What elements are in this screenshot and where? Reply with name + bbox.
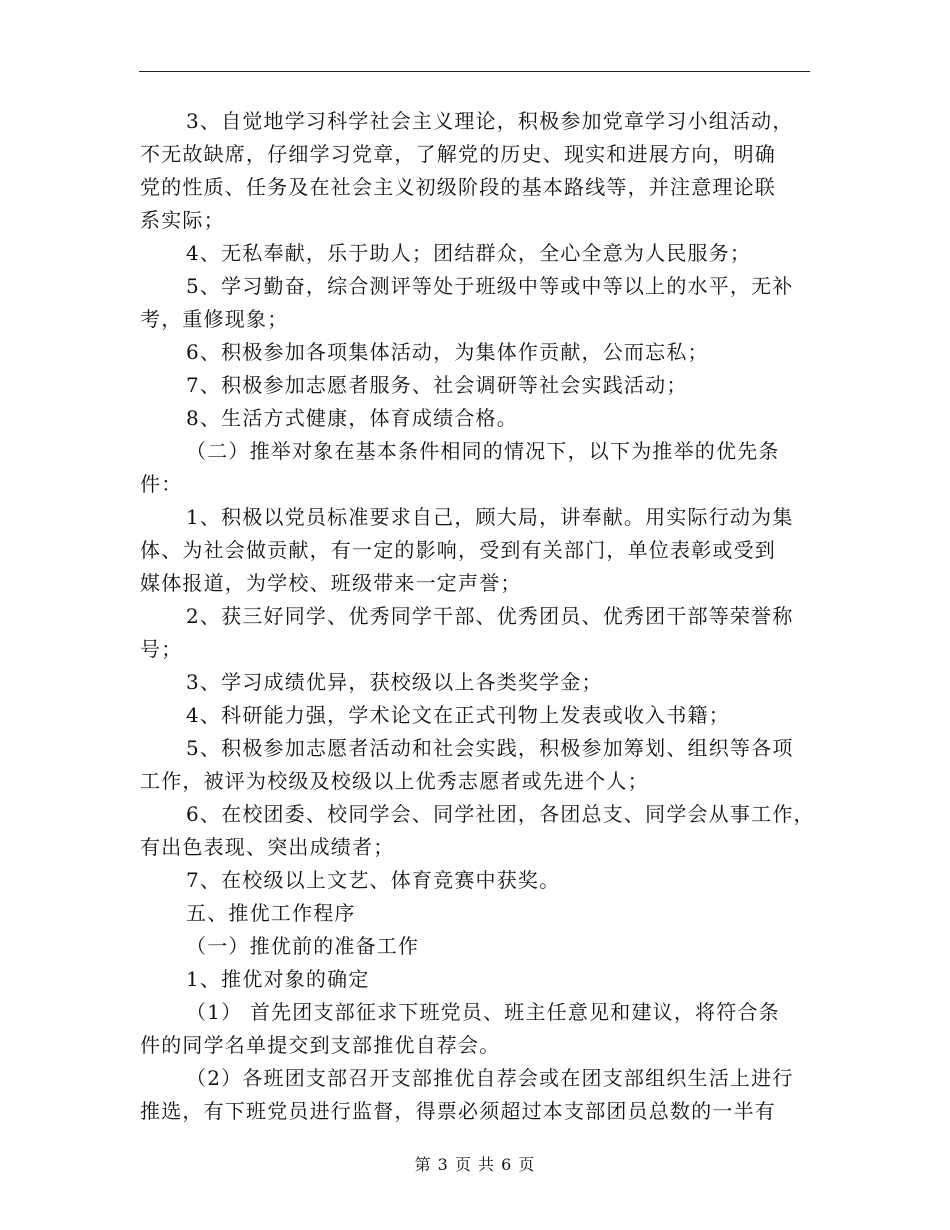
text-line: 体、为社会做贡献，有一定的影响，受到有关部门，单位表彰或受到	[140, 538, 776, 562]
document-body	[140, 105, 820, 1128]
text-line: （二）推举对象在基本条件相同的情况下，以下为推举的优先条	[186, 439, 780, 463]
text-line: （1） 首先团支部征求下班党员、班主任意见和建议，将符合条	[186, 1000, 780, 1024]
page-number-footer: 第 3 页 共 6 页	[414, 1155, 536, 1174]
text-line: 2、获三好同学、优秀同学干部、优秀团员、优秀团干部等荣誉称	[186, 604, 794, 628]
text-line: 3、自觉地学习科学社会主义理论，积极参加党章学习小组活动，	[186, 109, 794, 133]
text-line: 工作，被评为校级及校级以上优秀志愿者或先进个人；	[140, 769, 649, 793]
text-line: 媒体报道，为学校、班级带来一定声誉；	[140, 571, 522, 595]
text-line: 考，重修现象；	[140, 307, 289, 331]
text-line: 4、科研能力强，学术论文在正式刊物上发表或收入书籍；	[186, 703, 730, 727]
text-line: 系实际；	[140, 208, 225, 232]
text-line: 7、在校级以上文艺、体育竞赛中获奖。	[186, 868, 561, 892]
text-line: 3、学习成绩优异，获校级以上各类奖学金；	[186, 670, 603, 694]
text-line: 5、积极参加志愿者活动和社会实践，积极参加筹划、组织等各项	[186, 736, 794, 760]
text-line: 4、无私奉献，乐于助人；团结群众，全心全意为人民服务；	[186, 241, 752, 265]
text-line: 6、积极参加各项集体活动，为集体作贡献，公而忘私；	[186, 340, 709, 364]
text-line: （一）推优前的准备工作	[186, 934, 420, 958]
text-line: 推选，有下班党员进行监督，得票必须超过本支部团员总数的一半有	[140, 1099, 776, 1123]
text-line: 5、学习勤奋，综合测评等处于班级中等或中等以上的水平，无补	[186, 274, 794, 298]
text-line: 7、积极参加志愿者服务、社会调研等社会实践活动；	[186, 373, 688, 397]
text-line: 有出色表现、突出成绩者；	[140, 835, 395, 859]
text-line: 1、推优对象的确定	[186, 967, 370, 991]
text-line: 党的性质、任务及在社会主义初级阶段的基本路线等，并注意理论联	[140, 175, 776, 199]
text-line: 件的同学名单提交到支部推优自荐会。	[140, 1033, 501, 1057]
text-line: 1、积极以党员标准要求自己，顾大局，讲奉献。用实际行动为集	[186, 505, 794, 529]
text-line: 件：	[140, 472, 183, 496]
header-rule	[139, 71, 810, 72]
text-line: 五、推优工作程序	[186, 901, 356, 925]
text-line: 8、生活方式健康，体育成绩合格。	[186, 406, 518, 430]
text-line: 号；	[140, 637, 183, 661]
text-line: 不无故缺席，仔细学习党章，了解党的历史、现实和进展方向，明确	[140, 142, 776, 166]
text-line: 6、在校团委、校同学会、同学社团，各团总支、同学会从事工作，	[186, 802, 815, 826]
text-line: （2）各班团支部召开支部推优自荐会或在团支部组织生活上进行	[186, 1066, 794, 1090]
